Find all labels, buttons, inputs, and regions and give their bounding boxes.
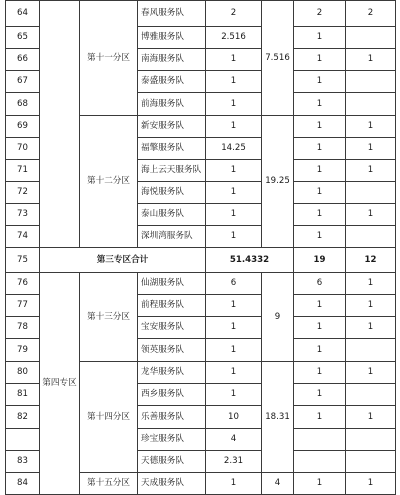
team-count: 6 [206, 273, 262, 295]
row-number: 66 [6, 49, 40, 71]
district-name: 第十四分区 [80, 362, 138, 473]
row-number: 79 [6, 339, 40, 362]
row-number: 67 [6, 71, 40, 93]
col6-value: 1 [294, 362, 346, 384]
col6-value: 1 [294, 93, 346, 116]
col7-value [346, 27, 396, 49]
team-name: 海悦服务队 [138, 182, 206, 204]
district-name: 第十三分区 [80, 273, 138, 362]
team-count: 1 [206, 49, 262, 71]
team-count: 1 [206, 473, 262, 495]
col7-value: 1 [346, 473, 396, 495]
team-name: 西乡服务队 [138, 384, 206, 406]
col6-value: 1 [294, 384, 346, 406]
district-sum: 4 [262, 473, 294, 495]
row-number: 72 [6, 182, 40, 204]
row-number: 84 [6, 473, 40, 495]
col7-value: 1 [346, 160, 396, 182]
col7-value [346, 339, 396, 362]
row-number: 71 [6, 160, 40, 182]
zone-total-col7: 12 [346, 248, 396, 273]
row-number: 69 [6, 116, 40, 138]
team-name: 南海服务队 [138, 49, 206, 71]
district-sum: 18.31 [262, 362, 294, 473]
zone-name: 第四专区 [40, 273, 80, 495]
col6-value [294, 429, 346, 451]
col7-value [346, 93, 396, 116]
team-name: 福擎服务队 [138, 138, 206, 160]
col7-value: 1 [346, 204, 396, 226]
col6-value: 1 [294, 160, 346, 182]
team-name: 春风服务队 [138, 1, 206, 27]
row-number: 68 [6, 93, 40, 116]
col6-value: 1 [294, 71, 346, 93]
row-number: 65 [6, 27, 40, 49]
team-count: 1 [206, 182, 262, 204]
row-number: 76 [6, 273, 40, 295]
col7-value: 1 [346, 295, 396, 317]
row-number: 75 [6, 248, 40, 273]
team-name: 仙湖服务队 [138, 273, 206, 295]
col7-value: 1 [346, 362, 396, 384]
team-name: 乐善服务队 [138, 406, 206, 429]
team-count: 1 [206, 317, 262, 339]
col6-value: 2 [294, 1, 346, 27]
col6-value: 1 [294, 27, 346, 49]
team-name: 新安服务队 [138, 116, 206, 138]
team-name: 龙华服务队 [138, 362, 206, 384]
team-count: 2.31 [206, 451, 262, 473]
team-count: 1 [206, 116, 262, 138]
team-name: 宝安服务队 [138, 317, 206, 339]
team-count: 10 [206, 406, 262, 429]
col6-value: 1 [294, 49, 346, 71]
district-name: 第十一分区 [80, 1, 138, 116]
col6-value: 6 [294, 273, 346, 295]
team-count: 1 [206, 226, 262, 248]
district-name: 第十二分区 [80, 116, 138, 248]
row-number: 77 [6, 295, 40, 317]
col7-value [346, 451, 396, 473]
row-number: 78 [6, 317, 40, 339]
team-count: 1 [206, 362, 262, 384]
col6-value: 1 [294, 339, 346, 362]
table-row [6, 273, 396, 295]
team-name: 深圳湾服务队 [138, 226, 206, 248]
team-name: 天成服务队 [138, 473, 206, 495]
team-count: 1 [206, 339, 262, 362]
team-count: 2.516 [206, 27, 262, 49]
col7-value: 1 [346, 49, 396, 71]
team-count: 14.25 [206, 138, 262, 160]
col6-value: 1 [294, 295, 346, 317]
team-name: 博雅服务队 [138, 27, 206, 49]
team-count: 1 [206, 93, 262, 116]
col7-value: 1 [346, 116, 396, 138]
team-statistics-table [5, 0, 396, 495]
col6-value: 1 [294, 138, 346, 160]
col7-value [346, 429, 396, 451]
team-name: 泰盛服务队 [138, 71, 206, 93]
zone-total-col6: 19 [294, 248, 346, 273]
team-name: 泰山服务队 [138, 204, 206, 226]
district-name: 第十五分区 [80, 473, 138, 495]
team-count: 1 [206, 204, 262, 226]
district-sum: 7.516 [262, 1, 294, 116]
col6-value: 1 [294, 473, 346, 495]
team-count: 1 [206, 71, 262, 93]
col7-value [346, 182, 396, 204]
col6-value: 1 [294, 406, 346, 429]
col6-value: 1 [294, 116, 346, 138]
district-sum: 19.25 [262, 116, 294, 248]
team-count: 2 [206, 1, 262, 27]
team-count: 1 [206, 384, 262, 406]
row-number: 81 [6, 384, 40, 406]
team-name: 前海服务队 [138, 93, 206, 116]
row-number [6, 429, 40, 451]
col7-value: 1 [346, 317, 396, 339]
col7-value [346, 71, 396, 93]
col7-value: 1 [346, 406, 396, 429]
col6-value: 1 [294, 317, 346, 339]
row-number: 64 [6, 1, 40, 27]
zone-cell [40, 1, 80, 248]
team-name: 前程服务队 [138, 295, 206, 317]
team-name: 海上云天服务队 [138, 160, 206, 182]
district-sum: 9 [262, 273, 294, 362]
team-count: 4 [206, 429, 262, 451]
team-name: 珍宝服务队 [138, 429, 206, 451]
col7-value [346, 384, 396, 406]
row-number: 74 [6, 226, 40, 248]
col7-value [346, 226, 396, 248]
col7-value: 2 [346, 1, 396, 27]
row-number: 82 [6, 406, 40, 429]
col6-value [294, 451, 346, 473]
team-name: 天德服务队 [138, 451, 206, 473]
col6-value: 1 [294, 204, 346, 226]
zone-total-count: 51.4332 [206, 248, 294, 273]
row-number: 73 [6, 204, 40, 226]
zone-total-label: 第三专区合计 [40, 248, 206, 273]
team-name: 领英服务队 [138, 339, 206, 362]
team-count: 1 [206, 295, 262, 317]
row-number: 70 [6, 138, 40, 160]
team-count: 1 [206, 160, 262, 182]
zone-total-row [6, 248, 396, 273]
col6-value: 1 [294, 226, 346, 248]
col6-value: 1 [294, 182, 346, 204]
row-number: 80 [6, 362, 40, 384]
col7-value: 1 [346, 138, 396, 160]
row-number: 83 [6, 451, 40, 473]
col7-value: 1 [346, 273, 396, 295]
table-row [6, 1, 396, 27]
